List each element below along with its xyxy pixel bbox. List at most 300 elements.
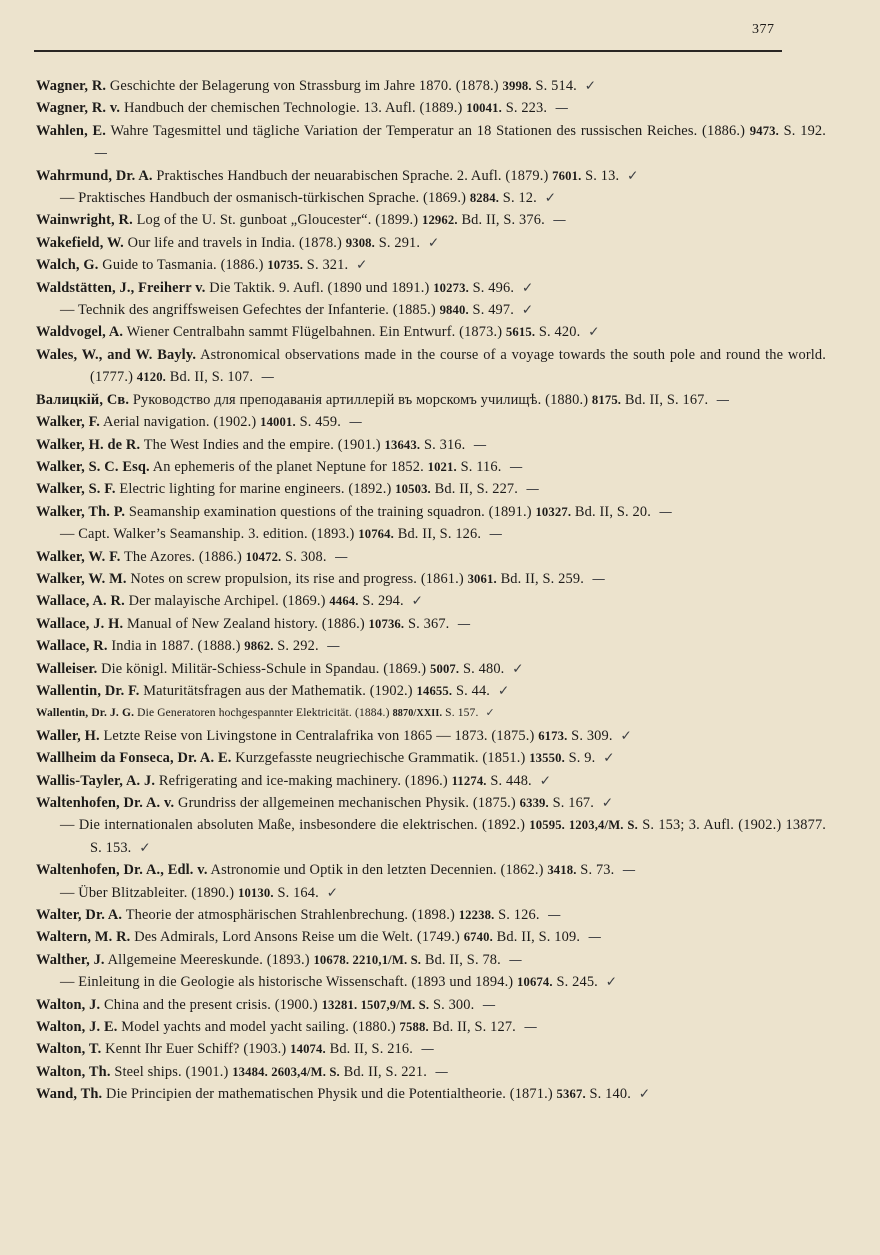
check-mark-icon: ✓: [355, 257, 368, 274]
dash-mark-icon: —: [523, 1019, 538, 1036]
catalog-entry: [36, 254, 826, 276]
catalog-entry: [36, 949, 826, 971]
entry-title: Die Principien der mathematischen Physik und die Potentialtheorie.: [106, 1086, 507, 1103]
entry-year: (1886.): [198, 548, 242, 565]
catalog-entry: [36, 501, 826, 523]
catalog-entry: [36, 971, 826, 993]
entry-year: (1879.): [505, 167, 549, 184]
entry-title: Allgemeine Meereskunde.: [107, 951, 263, 968]
entry-reference: S. 192.: [783, 122, 827, 139]
entry-author: Wainwright, R.: [36, 212, 133, 229]
entry-author: —: [60, 526, 75, 543]
entry-year: (1875.): [472, 795, 516, 811]
entry-reference: S. 308.: [285, 548, 327, 565]
entry-year: (1901.): [185, 1063, 229, 1080]
entry-author: Waltenhofen, Dr. A. v.: [36, 795, 175, 811]
catalog-entry: [36, 702, 826, 724]
entry-title: Astronomie und Optik in den letzten Decennien.: [210, 862, 497, 879]
catalog-entry: [36, 546, 826, 568]
entry-reference: Bd. II, S. 227.: [434, 481, 519, 498]
check-mark-icon: ✓: [485, 706, 495, 720]
dash-mark-icon: —: [420, 1041, 435, 1058]
dash-mark-icon: —: [348, 414, 363, 431]
entry-year: (1888.): [197, 638, 241, 655]
entry-year: (1896.): [404, 772, 448, 789]
catalog-entry: [36, 994, 826, 1016]
entry-reference: Bd. II, S. 167.: [624, 391, 709, 408]
entry-title: Capt. Walker’s Seamanship. 3. edition.: [78, 526, 308, 543]
catalog-entry: [36, 321, 826, 343]
entry-reference: S. 448.: [490, 772, 532, 789]
catalog-entry: [36, 456, 826, 478]
catalog-entry: [36, 658, 826, 680]
entry-title: Praktisches Handbuch der osmanisch-türkischen Sprache.: [78, 190, 420, 207]
entry-reference: S. 223.: [505, 100, 548, 117]
entry-title: The Azores.: [123, 548, 196, 565]
entry-shelf-number: 11274.: [451, 773, 487, 788]
entry-title: Kurzgefasste neugriechische Grammatik.: [235, 750, 479, 767]
dash-mark-icon: —: [525, 481, 540, 498]
entry-year: (1893 und 1894.): [411, 974, 514, 991]
entry-reference: Bd. II, S. 216.: [329, 1041, 413, 1058]
catalog-entry: [36, 792, 826, 814]
entry-shelf-number: 10595. 1203,4/M. S.: [529, 818, 638, 833]
catalog-entry: [36, 1083, 826, 1105]
entry-reference: Bd. II, S. 259.: [500, 570, 584, 587]
entry-title: Die königl. Militär-Schiess-Schule in Spandau.: [101, 660, 380, 677]
check-mark-icon: ✓: [627, 167, 639, 184]
entry-title: Our life and travels in India.: [127, 234, 296, 251]
dash-mark-icon: —: [552, 212, 567, 229]
entry-title: Der malayische Archipel.: [128, 593, 279, 610]
catalog-entry: [36, 434, 826, 456]
entry-title: Manual of New Zealand history.: [127, 615, 318, 632]
entry-reference: S. 497.: [472, 302, 514, 319]
entry-year: (1862.): [500, 862, 544, 879]
entry-reference: S. 153; 3. Aufl. (1902.) 13877. S. 153.: [90, 817, 827, 856]
catalog-entry: [36, 1061, 826, 1083]
entry-reference: S. 140.: [589, 1086, 631, 1103]
entry-reference: S. 12.: [502, 190, 537, 207]
entry-reference: S. 321.: [306, 257, 349, 274]
entry-title: Log of the U. St. gunboat „Gloucester“.: [136, 212, 372, 229]
entry-shelf-number: 10736.: [368, 616, 405, 631]
entry-title: An ephemeris of the planet Neptune for 1852.: [152, 458, 424, 475]
entry-year: (1903.): [243, 1041, 287, 1058]
entry-title: Handbuch der chemischen Technologie. 13. Aufl.: [123, 100, 416, 117]
entry-reference: Bd. II, S. 126.: [397, 526, 482, 543]
entry-shelf-number: 1021.: [427, 459, 457, 474]
entry-reference: Bd. II, S. 107.: [169, 369, 254, 386]
dash-mark-icon: —: [334, 548, 349, 565]
entry-author: Waldstätten, J., Freiherr v.: [36, 279, 206, 296]
entry-shelf-number: 14001.: [260, 415, 296, 430]
entry-reference: Bd. II, S. 20.: [574, 503, 651, 520]
dash-mark-icon: —: [554, 100, 569, 117]
entry-year: (1880.): [545, 391, 589, 408]
catalog-entry: [36, 344, 826, 389]
entry-author: Walther, J.: [36, 951, 105, 968]
entry-shelf-number: 12962.: [421, 213, 458, 228]
entry-author: —: [60, 190, 75, 207]
entry-author: Walch, G.: [36, 257, 99, 274]
entry-shelf-number: 13484. 2603,4/M. S.: [232, 1064, 340, 1079]
entry-shelf-number: 6339.: [519, 796, 549, 810]
catalog-entry: [36, 187, 826, 209]
entry-author: Wallace, A. R.: [36, 593, 125, 610]
entry-shelf-number: 9473.: [749, 123, 779, 138]
dash-mark-icon: —: [434, 1063, 449, 1080]
check-mark-icon: ✓: [638, 1086, 651, 1103]
catalog-entry: [36, 97, 826, 119]
catalog-entry: [36, 523, 826, 545]
entry-title: Über Blitzableiter.: [78, 884, 188, 901]
entry-author: Wallace, R.: [36, 638, 108, 655]
entry-title: Geschichte der Belagerung von Strassburg im Jahre 1870.: [109, 78, 452, 94]
dash-mark-icon: —: [94, 145, 108, 162]
entry-author: Wagner, R. v.: [36, 100, 121, 117]
entry-reference: S. 459.: [299, 414, 341, 431]
dash-mark-icon: —: [716, 391, 730, 408]
entry-title: Theorie der atmosphärischen Strahlenbrechung.: [125, 907, 409, 924]
entry-shelf-number: 5615.: [505, 325, 536, 340]
entry-title: India in 1887.: [111, 638, 194, 655]
catalog-entry: [36, 478, 826, 500]
entry-shelf-number: 13550.: [529, 751, 565, 766]
entry-title: Einleitung in die Geologie als historische Wissenschaft.: [78, 974, 408, 991]
entry-title: Wiener Centralbahn sammt Flügelbahnen. Ein Entwurf.: [126, 324, 456, 341]
check-mark-icon: ✓: [512, 660, 524, 677]
entry-author: Waller, H.: [36, 727, 100, 744]
entry-reference: S. 245.: [556, 974, 598, 991]
entry-title: Refrigerating and ice-making machinery.: [158, 772, 402, 789]
check-mark-icon: ✓: [427, 234, 440, 251]
catalog-entry: [36, 926, 826, 948]
check-mark-icon: ✓: [411, 593, 424, 610]
entry-year: (1884.): [354, 707, 390, 720]
dash-mark-icon: —: [488, 526, 503, 543]
entry-reference: S. 480.: [462, 660, 505, 677]
entry-shelf-number: 6173.: [538, 728, 568, 743]
entry-author: Walker, W. F.: [36, 548, 121, 565]
check-mark-icon: ✓: [139, 839, 151, 856]
entry-reference: S. 300.: [432, 996, 475, 1013]
entry-shelf-number: 13643.: [384, 437, 421, 452]
entry-title: Des Admirals, Lord Ansons Reise um die Welt.: [134, 929, 414, 946]
entry-title: Astronomical observations made in the course of a voyage towards the south pole and round the world.: [200, 346, 826, 363]
entry-reference: S. 167.: [552, 795, 595, 811]
entry-title: Letzte Reise von Livingstone in Centralafrika von 1865 — 1873.: [103, 727, 488, 744]
entry-title: Maturitätsfragen aus der Mathematik.: [143, 682, 366, 699]
check-mark-icon: ✓: [539, 772, 552, 789]
entry-title: Die internationalen absoluten Maße, insbesondere die elektrischen.: [78, 817, 478, 834]
catalog-entry: [36, 747, 826, 769]
check-mark-icon: ✓: [521, 302, 534, 319]
entry-year: (1880.): [352, 1019, 396, 1036]
entry-year: (1892.): [482, 817, 526, 834]
catalog-entry: [36, 725, 826, 747]
catalog-entry: [36, 411, 826, 433]
entry-shelf-number: 3418.: [547, 863, 577, 878]
entry-year: (1891.): [488, 503, 532, 520]
entry-author: Walker, Th. P.: [36, 503, 126, 520]
check-mark-icon: ✓: [603, 750, 615, 767]
entry-year: (1878.): [298, 234, 342, 251]
catalog-entry: [36, 165, 826, 187]
entry-reference: Bd. II, S. 376.: [461, 212, 545, 229]
dash-mark-icon: —: [509, 458, 524, 475]
page-number: 377: [752, 22, 775, 37]
entry-reference: S. 309.: [571, 727, 613, 744]
entry-year: (1875.): [491, 727, 535, 744]
entry-shelf-number: 7601.: [552, 168, 582, 183]
entry-title: Seamanship examination questions of the training squadron.: [128, 503, 485, 520]
catalog-entry: [36, 859, 826, 881]
entry-title: Aerial navigation.: [102, 414, 210, 431]
entry-title: Model yachts and model yacht sailing.: [121, 1019, 350, 1036]
check-mark-icon: ✓: [521, 279, 534, 296]
entry-reference: S. 9.: [568, 750, 596, 767]
entry-shelf-number: 8870/XXII.: [392, 708, 443, 720]
entry-title: Kennt Ihr Euer Schiff?: [105, 1041, 240, 1058]
catalog-entry: [36, 389, 826, 411]
entry-author: Walker, S. C. Esq.: [36, 458, 150, 475]
entry-author: Waltenhofen, Dr. A., Edl. v.: [36, 862, 208, 879]
entry-author: Wallace, J. H.: [36, 615, 124, 632]
header-rule: [34, 50, 782, 52]
catalog-entry: [36, 680, 826, 702]
catalog-entry: [36, 814, 826, 859]
entry-reference: Bd. II, S. 78.: [424, 951, 501, 968]
entry-reference: S. 420.: [538, 324, 581, 341]
entry-reference: Bd. II, S. 127.: [432, 1019, 516, 1036]
entry-shelf-number: 9308.: [345, 235, 375, 250]
entry-shelf-number: 8284.: [469, 191, 500, 206]
check-mark-icon: ✓: [601, 795, 614, 811]
check-mark-icon: ✓: [326, 884, 339, 901]
entry-shelf-number: 10735.: [267, 258, 304, 273]
catalog-entry: [36, 882, 826, 904]
entry-reference: S. 294.: [362, 593, 404, 610]
entry-shelf-number: 10327.: [535, 504, 572, 519]
entry-year: (1893.): [311, 526, 355, 543]
entry-title: Steel ships.: [114, 1063, 182, 1080]
entry-reference: Bd. II, S. 109.: [496, 929, 581, 946]
entry-title: Electric lighting for marine engineers.: [119, 481, 345, 498]
dash-mark-icon: —: [260, 369, 275, 386]
catalog-entry: [36, 635, 826, 657]
entry-shelf-number: 13281. 1507,9/M. S.: [321, 997, 430, 1012]
catalog-entry: [36, 120, 826, 165]
entry-author: —: [60, 817, 75, 834]
entry-reference: S. 291.: [378, 234, 421, 251]
entry-year: (1890 und 1891.): [327, 279, 430, 296]
entry-author: Wallentin, Dr. F.: [36, 682, 140, 699]
dash-mark-icon: —: [587, 929, 602, 946]
entry-year: (1889.): [419, 100, 463, 117]
entry-title: China and the present crisis.: [104, 996, 272, 1013]
catalog-entry: [36, 613, 826, 635]
entry-reference: S. 164.: [277, 884, 319, 901]
entry-reference: S. 367.: [407, 615, 450, 632]
entry-shelf-number: 9862.: [244, 639, 274, 654]
entry-author: Walker, H. de R.: [36, 436, 141, 453]
entry-reference: S. 13.: [585, 167, 620, 184]
entry-shelf-number: 10678. 2210,1/M. S.: [313, 952, 422, 967]
entry-author: —: [60, 974, 75, 991]
entry-shelf-number: 14655.: [416, 683, 453, 698]
entry-shelf-number: 3061.: [467, 571, 497, 586]
entry-author: Wallheim da Fonseca, Dr. A. E.: [36, 750, 232, 767]
catalog-entry: [36, 277, 826, 299]
entry-title: Technik des angriffsweisen Gefechtes der Infanterie.: [78, 302, 390, 319]
entry-shelf-number: 5007.: [430, 661, 460, 676]
dash-mark-icon: —: [547, 907, 562, 924]
dash-mark-icon: —: [326, 638, 341, 655]
entry-title: Руководство для преподаванія артиллерій въ морскомъ училищѣ.: [132, 391, 542, 408]
entry-author: Wales, W., and W. Bayly.: [36, 346, 197, 363]
entry-shelf-number: 8175.: [591, 392, 622, 407]
entry-shelf-number: 5367.: [556, 1087, 586, 1102]
entry-year: (1873.): [459, 324, 503, 341]
entry-author: Walker, S. F.: [36, 481, 116, 498]
catalog-entry: [36, 904, 826, 926]
entry-title: Die Generatoren hochgespannter Elektricität.: [137, 707, 352, 720]
entry-year: (1886.): [702, 122, 746, 139]
entry-year: (1869.): [423, 190, 467, 207]
entry-year: (1902.): [369, 682, 413, 699]
entry-year: (1869.): [383, 660, 427, 677]
entry-author: Wakefield, W.: [36, 234, 124, 251]
check-mark-icon: ✓: [588, 324, 600, 341]
entry-shelf-number: 10503.: [395, 482, 431, 497]
entry-title: The West Indies and the empire.: [143, 436, 334, 453]
catalog-entry: [36, 770, 826, 792]
check-mark-icon: ✓: [620, 727, 632, 744]
entry-year: (1869.): [282, 593, 326, 610]
entry-shelf-number: 9840.: [439, 303, 469, 318]
entry-author: Walter, Dr. A.: [36, 907, 123, 924]
entry-title: Wahre Tagesmittel und tägliche Variation der Temperatur an 18 Stationen des russischen Reiches.: [110, 122, 698, 139]
catalog-entry: [36, 299, 826, 321]
entry-author: Walker, F.: [36, 414, 101, 431]
entry-year: (1901.): [337, 436, 381, 453]
dash-mark-icon: —: [622, 862, 636, 879]
entry-author: Walton, J. E.: [36, 1019, 118, 1036]
entry-year: (1893.): [266, 951, 310, 968]
catalog-entry: [36, 75, 826, 97]
entry-author: Waltern, M. R.: [36, 929, 131, 946]
entry-year: (1892.): [348, 481, 392, 498]
dash-mark-icon: —: [457, 615, 471, 632]
entry-author: Wagner, R.: [36, 78, 107, 94]
entry-author: Wahrmund, Dr. A.: [36, 167, 153, 184]
entry-shelf-number: 7588.: [399, 1020, 429, 1035]
entry-author: Валицкій, Св.: [36, 391, 130, 408]
entry-title: Grundriss der allgemeinen mechanischen Physik.: [178, 795, 470, 811]
entry-shelf-number: 3998.: [502, 79, 532, 93]
dash-mark-icon: —: [591, 570, 606, 587]
entry-year: (1886.): [321, 615, 365, 632]
entry-year: (1871.): [509, 1086, 553, 1103]
entry-title: Notes on screw propulsion, its rise and progress.: [130, 570, 418, 587]
entry-shelf-number: 14074.: [290, 1042, 326, 1057]
entry-shelf-number: 4120.: [136, 370, 166, 385]
entry-year: (1899.): [375, 212, 419, 229]
catalog-entry: [36, 590, 826, 612]
entry-year: (1890.): [191, 884, 235, 901]
entry-year: (1851.): [482, 750, 526, 767]
entry-year: (1898.): [411, 907, 455, 924]
entry-author: Wand, Th.: [36, 1086, 103, 1103]
entry-author: Walleiser.: [36, 660, 98, 677]
entry-shelf-number: 6740.: [463, 930, 493, 945]
entry-author: Waldvogel, A.: [36, 324, 124, 341]
entry-reference: S. 292.: [277, 638, 319, 655]
check-mark-icon: ✓: [497, 682, 510, 699]
entry-year: (1861.): [420, 570, 464, 587]
catalog-entry: [36, 568, 826, 590]
entry-author: Walton, T.: [36, 1041, 102, 1058]
entry-shelf-number: 10130.: [237, 885, 274, 900]
entry-author: Walton, J.: [36, 996, 101, 1013]
entry-reference: S. 73.: [580, 862, 615, 879]
entry-author: Walton, Th.: [36, 1063, 111, 1080]
entry-shelf-number: 10273.: [433, 280, 469, 295]
entry-title: Praktisches Handbuch der neuarabischen Sprache. 2. Aufl.: [156, 167, 502, 184]
check-mark-icon: ✓: [544, 190, 557, 207]
entry-reference: S. 514.: [535, 78, 577, 94]
entry-reference: Bd. II, S. 221.: [343, 1063, 427, 1080]
entry-reference: S. 126.: [498, 907, 540, 924]
catalog-entry: [36, 1016, 826, 1038]
check-mark-icon: ✓: [584, 78, 597, 94]
entry-shelf-number: 10041.: [466, 101, 502, 116]
entry-shelf-number: 4464.: [329, 594, 359, 609]
entry-year: (1886.): [220, 257, 264, 274]
entry-shelf-number: 12238.: [458, 908, 495, 923]
entry-author: —: [60, 302, 75, 319]
dash-mark-icon: —: [508, 951, 523, 968]
entry-year: (1885.): [392, 302, 436, 319]
entry-author: Walker, W. M.: [36, 570, 127, 587]
dash-mark-icon: —: [473, 436, 487, 453]
entry-title: Die Taktik. 9. Aufl.: [209, 279, 324, 296]
catalog-entry: [36, 232, 826, 254]
entry-reference: S. 157.: [445, 707, 479, 720]
entry-author: —: [60, 884, 75, 901]
entry-shelf-number: 10764.: [358, 527, 394, 542]
dash-mark-icon: —: [658, 503, 673, 520]
catalog-entry: [36, 209, 826, 231]
entry-author: Wallis-Tayler, A. J.: [36, 772, 156, 789]
entry-reference: S. 496.: [472, 279, 515, 296]
entry-reference: S. 44.: [455, 682, 491, 699]
dash-mark-icon: —: [482, 996, 496, 1013]
catalog-entry: [36, 1038, 826, 1060]
entry-year: (1749.): [416, 929, 460, 946]
entry-year: (1900.): [274, 996, 318, 1013]
entry-year: (1878.): [455, 78, 499, 94]
entry-author: Wallentin, Dr. J. G.: [36, 707, 135, 720]
check-mark-icon: ✓: [605, 974, 618, 991]
entry-author: Wahlen, E.: [36, 122, 107, 139]
catalog-entries: [36, 75, 826, 1106]
entry-reference: S. 316.: [423, 436, 466, 453]
entry-year: (1902.): [213, 414, 257, 431]
entry-shelf-number: 10472.: [245, 549, 282, 564]
entry-year: (1777.): [90, 369, 134, 386]
